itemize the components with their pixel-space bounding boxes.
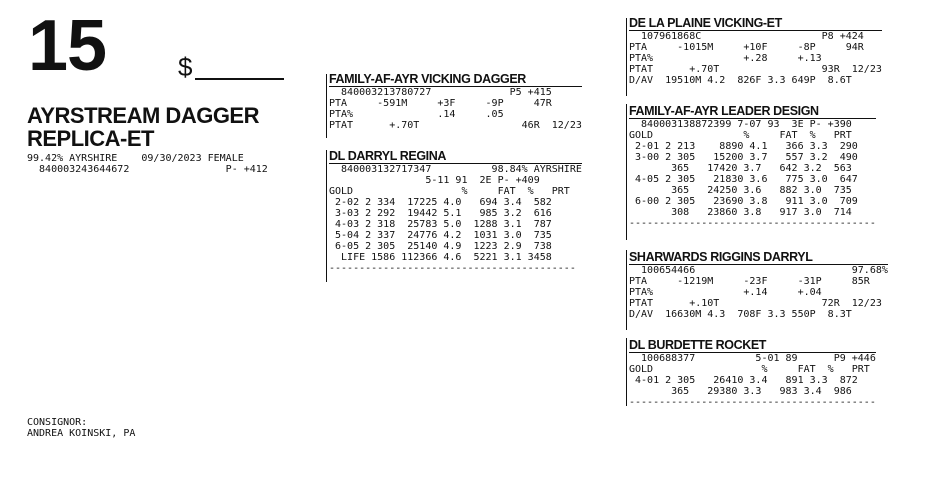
sire-dam-line: 840003138872399 7-07 93 3E P- +390 (629, 119, 852, 130)
dam-dam-line: 365 29380 3.3 983 3.4 986 (629, 386, 852, 397)
sire-dam-name: FAMILY-AF-AYR LEADER DESIGN (629, 104, 876, 119)
animal-name: AYRSTREAM DAGGER REPLICA-ET (27, 103, 259, 151)
animal-info-line1: 99.42% AYRSHIRE 09/30/2023 FEMALE (27, 153, 244, 164)
sire-sire-block (629, 16, 882, 86)
dam-sire-line: 100654466 97.68% (629, 265, 888, 276)
dam-line: 840003132717347 98.84% AYRSHIRE (329, 164, 582, 175)
dam-sire-line: PTAT +.10T 72R 12/23 (629, 298, 882, 309)
dam-line: 5-04 2 337 24776 4.2 1031 3.0 735 (329, 230, 552, 241)
sire-dam-block (629, 104, 876, 229)
dam-line: 5-11 91 2E P- +409 (329, 175, 540, 186)
dam-dam-line: GOLD % FAT % PRT (629, 364, 870, 375)
sire-line: PTAT +.70T 46R 12/23 (329, 120, 582, 131)
dam-sire-line: PTA -1219M -23F -31P 85R (629, 276, 870, 287)
pedigree-bracket-sire-sire (626, 18, 627, 96)
dam-line: 6-05 2 305 25140 4.9 1223 2.9 738 (329, 241, 552, 252)
sire-name: FAMILY-AF-AYR VICKING DAGGER (329, 72, 582, 87)
sire-dam-line: 2-01 2 213 8890 4.1 366 3.3 290 (629, 141, 858, 152)
sire-block (329, 72, 582, 131)
sire-line: 840003213780727 P5 +415 (329, 87, 552, 98)
dam-line: 3-03 2 292 19442 5.1 985 3.2 616 (329, 208, 552, 219)
consignor-name: ANDREA KOINSKI, PA (27, 428, 136, 439)
price-blank-line (195, 78, 284, 80)
dam-line: LIFE 1586 112366 4.6 5221 3.1 3458 (329, 252, 552, 263)
animal-info (27, 153, 268, 175)
sire-sire-line: PTA -1015M +10F -8P 94R (629, 42, 864, 53)
dam-dam-line: 100688377 5-01 89 P9 +446 (629, 353, 876, 364)
dam-line: 4-03 2 318 25783 5.0 1288 3.1 787 (329, 219, 552, 230)
dam-rule: ----------------------------------------- (329, 263, 576, 274)
sire-dam-line: 3-00 2 305 15200 3.7 557 3.2 490 (629, 152, 858, 163)
sire-dam-line: GOLD % FAT % PRT (629, 130, 852, 141)
dam-dam-line: 4-01 2 305 26410 3.4 891 3.3 872 (629, 375, 858, 386)
sire-sire-line: PTAT +.70T 93R 12/23 (629, 64, 882, 75)
sire-line: PTA -591M +3F -9P 47R (329, 98, 552, 109)
pedigree-bracket-sire-dam (626, 104, 627, 240)
dam-sire-block (629, 250, 888, 320)
dam-line: GOLD % FAT % PRT (329, 186, 570, 197)
sire-sire-line: 107961868C P8 +424 (629, 31, 864, 42)
dam-dam-name: DL BURDETTE ROCKET (629, 338, 876, 353)
dam-name: DL DARRYL REGINA (329, 149, 582, 164)
sire-dam-line: 4-05 2 305 21830 3.6 775 3.0 647 (629, 174, 858, 185)
pedigree-bracket-dam (326, 150, 327, 282)
dam-sire-name: SHARWARDS RIGGINS DARRYL (629, 250, 888, 265)
dam-sire-line: D/AV 16630M 4.3 708F 3.3 550P 8.3T (629, 309, 852, 320)
sire-sire-line: PTA% +.28 +.13 (629, 53, 822, 64)
dam-sire-line: PTA% +.14 +.04 (629, 287, 822, 298)
sire-sire-line: D/AV 19510M 4.2 826F 3.3 649P 8.6T (629, 75, 852, 86)
dam-dam-rule: ----------------------------------------- (629, 397, 876, 408)
sire-dam-line: 6-00 2 305 23690 3.8 911 3.0 709 (629, 196, 858, 207)
sire-line: PTA% .14 .05 (329, 109, 504, 120)
pedigree-bracket-dam-dam (626, 338, 627, 406)
animal-info-line2: 840003243644672 P- +412 (27, 164, 268, 175)
sire-dam-rule: ----------------------------------------- (629, 218, 876, 229)
consignor (27, 417, 135, 439)
dam-block (329, 149, 582, 274)
dam-line: 2-02 2 334 17225 4.0 694 3.4 582 (329, 197, 552, 208)
sire-dam-line: 308 23860 3.8 917 3.0 714 (629, 207, 852, 218)
dam-dam-block (629, 338, 876, 408)
sire-sire-name: DE LA PLAINE VICKING-ET (629, 16, 882, 31)
pedigree-bracket-sire (326, 74, 327, 138)
sire-dam-line: 365 24250 3.6 882 3.0 735 (629, 185, 852, 196)
sire-dam-line: 365 17420 3.7 642 3.2 563 (629, 163, 852, 174)
price-dollar-sign: $ (178, 52, 193, 82)
consignor-label: CONSIGNOR: (27, 417, 88, 428)
pedigree-bracket-dam-sire (626, 250, 627, 330)
lot-number: 15 (28, 6, 107, 86)
